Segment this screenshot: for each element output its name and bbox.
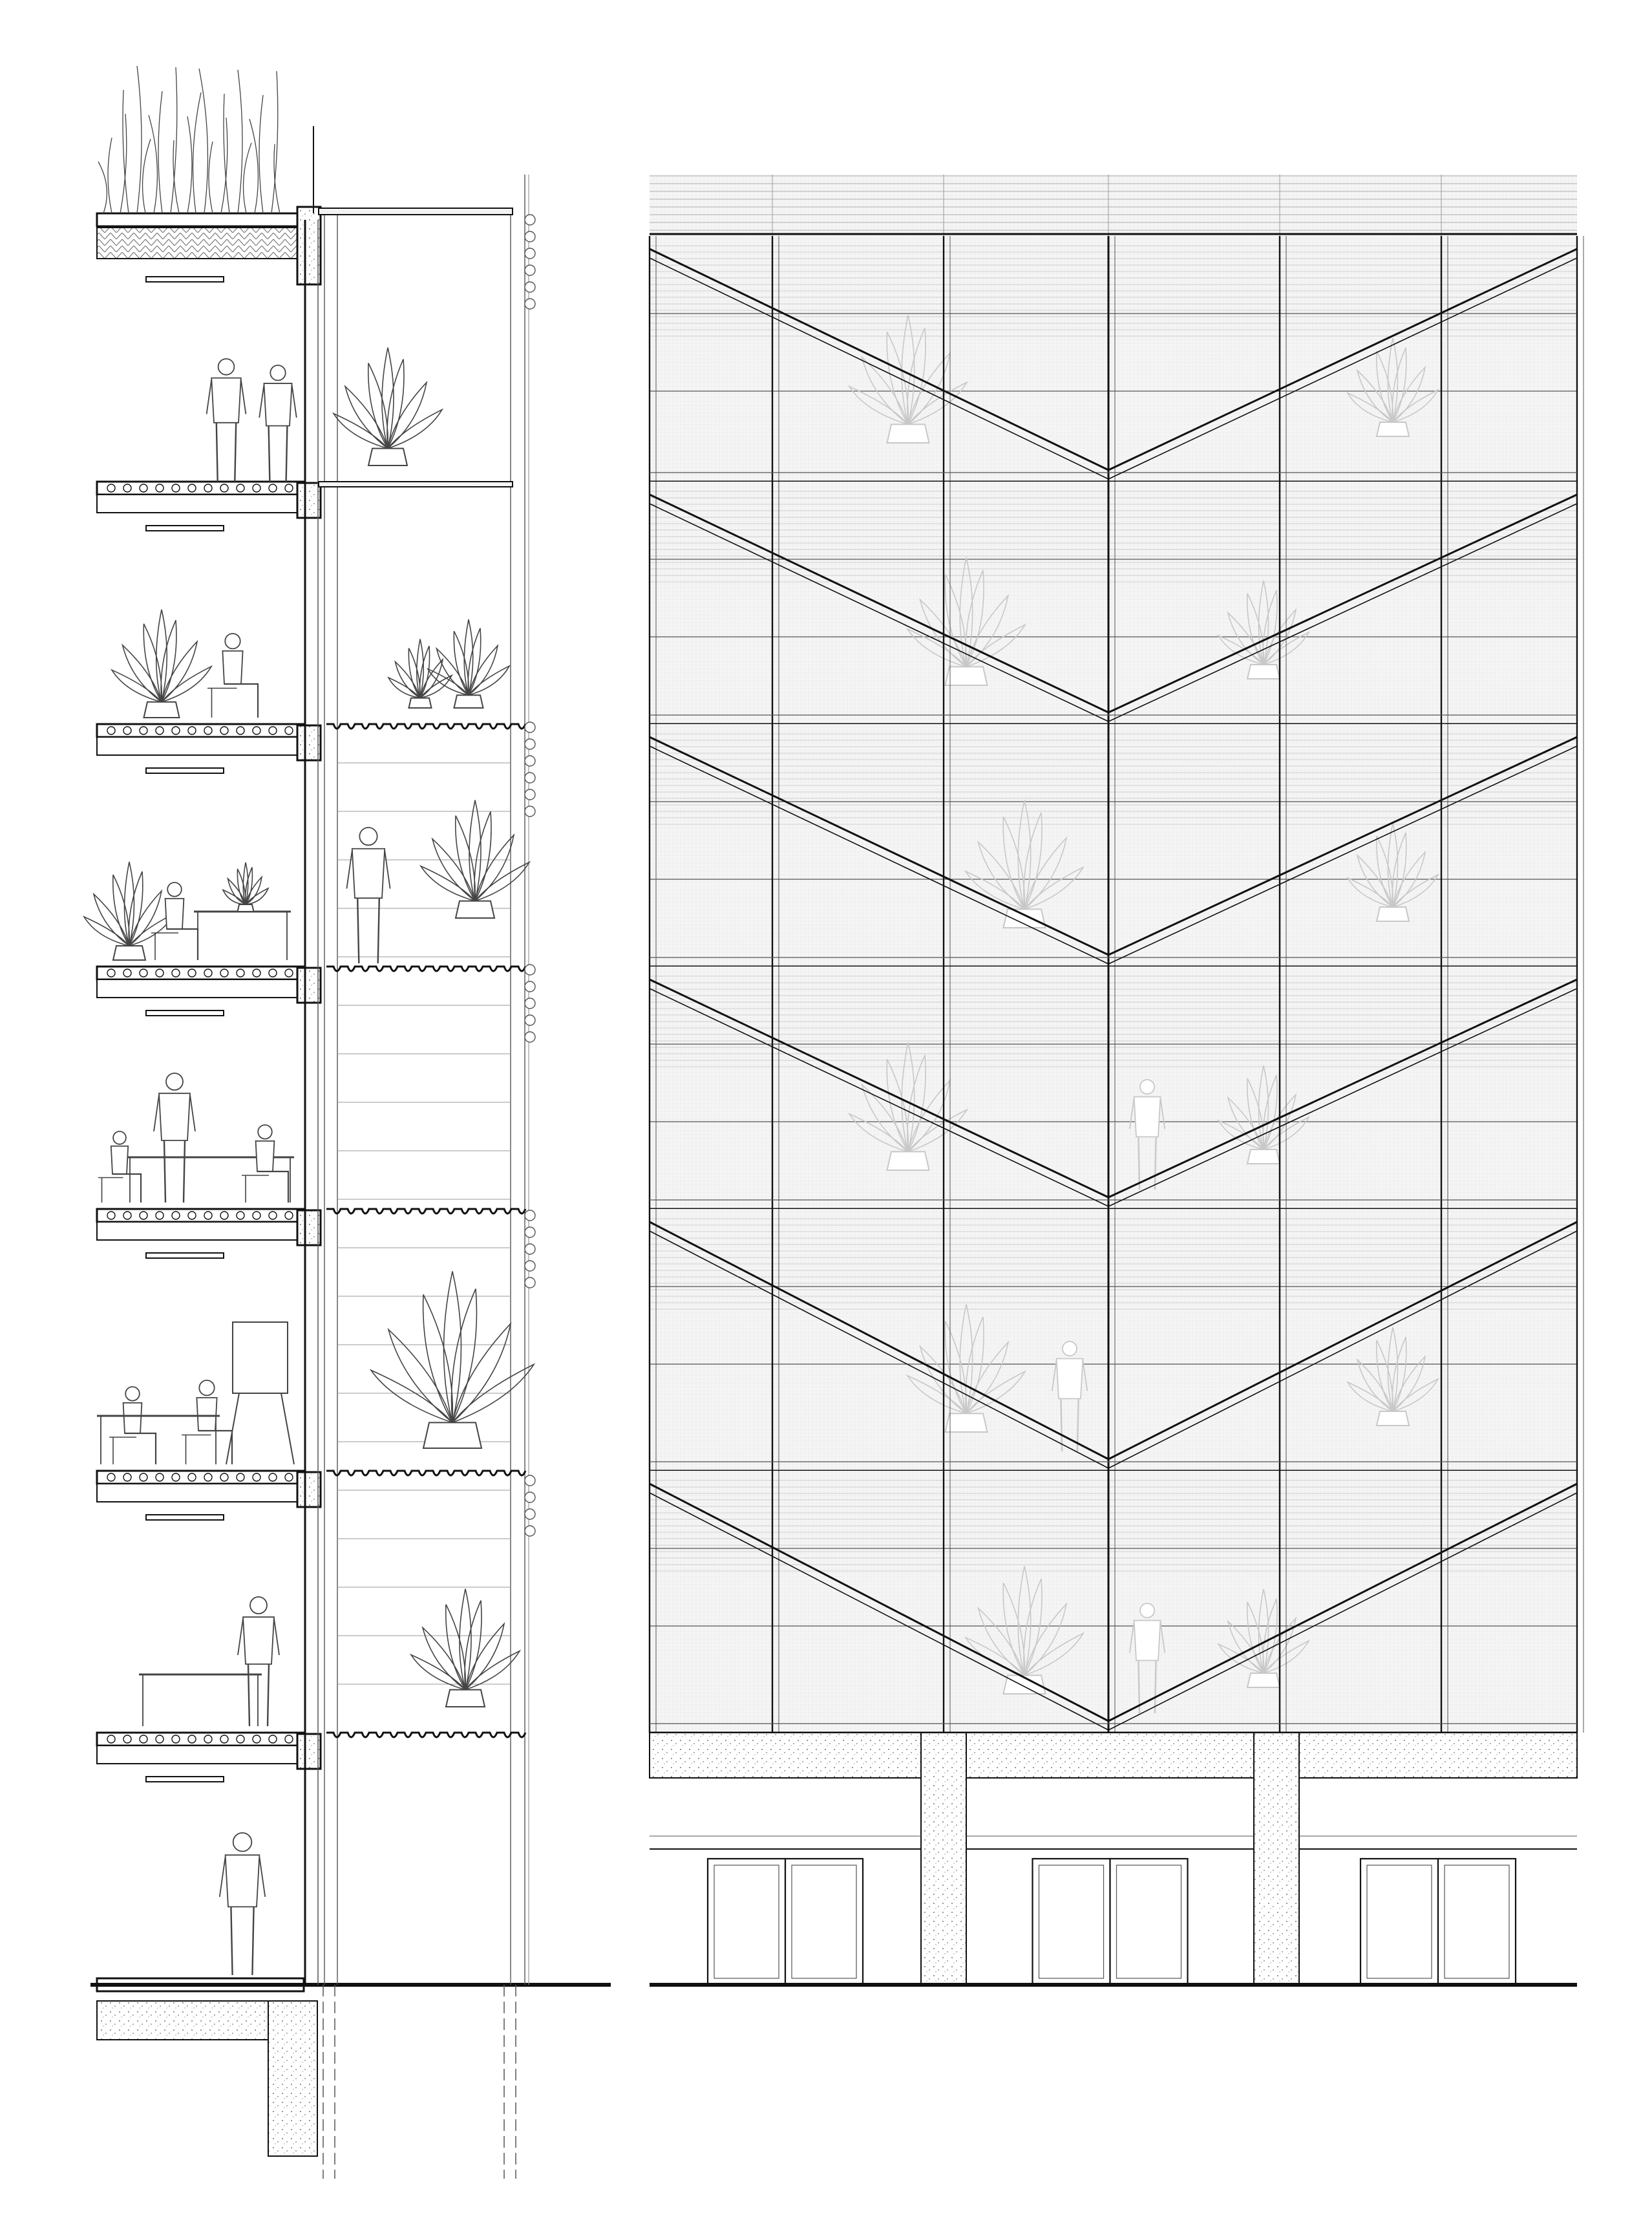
planter-pot <box>113 946 145 960</box>
roof-vegetation <box>238 70 242 213</box>
glazing-panel <box>650 1471 1577 1733</box>
slab-void <box>269 969 277 977</box>
ceiling-light <box>146 277 224 282</box>
glazing-panel <box>650 724 1577 967</box>
planter-pot <box>423 1422 482 1448</box>
slab-void <box>237 1473 244 1481</box>
planter-pot <box>1004 909 1046 928</box>
plant-icon <box>223 862 268 912</box>
person-head <box>218 359 235 375</box>
person-head <box>225 634 240 648</box>
door-leaf <box>1361 1859 1438 1985</box>
table <box>194 912 291 960</box>
transfer-beam <box>650 1733 1577 1778</box>
fixing-bracket <box>525 722 535 732</box>
roof-vegetation <box>249 119 258 213</box>
roof-vegetation <box>158 91 162 213</box>
slab-void <box>188 1473 196 1481</box>
slab-void <box>188 1212 196 1219</box>
slab-void <box>269 727 277 734</box>
person-legs <box>164 1140 185 1203</box>
cavity-cap <box>319 482 513 487</box>
slab-void <box>285 969 293 977</box>
person-legs <box>125 1433 156 1464</box>
slab-void <box>156 1212 164 1219</box>
slab-void <box>140 969 147 977</box>
planter-pot <box>1377 1411 1409 1426</box>
slab-void <box>123 727 131 734</box>
planter-pot <box>409 698 432 708</box>
person-icon <box>182 1380 232 1464</box>
slab-void <box>107 727 115 734</box>
ceiling-light <box>146 1515 224 1520</box>
planter-pot <box>368 449 407 465</box>
planter-pot <box>1247 1149 1280 1164</box>
slab-void <box>156 1473 164 1481</box>
slab-void <box>107 1473 115 1481</box>
roof-vegetation <box>187 116 192 213</box>
leaf <box>84 917 129 946</box>
edge-beam <box>297 968 321 1003</box>
slab-core <box>97 1484 304 1502</box>
person-icon <box>238 1597 279 1726</box>
fixing-bracket <box>525 998 535 1009</box>
plant-icon <box>428 619 509 708</box>
slab-void <box>107 484 115 492</box>
roof-vegetation <box>149 115 157 213</box>
planter-pot <box>238 904 254 912</box>
slab-void <box>123 484 131 492</box>
fixing-bracket <box>525 739 535 749</box>
slab-void <box>220 1212 228 1219</box>
person-torso <box>256 1141 275 1171</box>
person-icon <box>220 1833 265 1975</box>
elevation-floor <box>650 1209 1583 1471</box>
slab-void <box>220 727 228 734</box>
person-torso <box>226 1855 260 1907</box>
roof-vegetation <box>259 95 263 213</box>
ceiling-light <box>146 526 224 531</box>
person-torso <box>264 383 291 426</box>
slab-void <box>107 1735 115 1743</box>
ground-column <box>921 1733 966 1985</box>
roof-vegetation <box>98 162 107 213</box>
edge-beam <box>297 1734 321 1769</box>
cavity-walkway <box>326 1733 525 1737</box>
chair <box>151 933 178 960</box>
slab-void <box>220 969 228 977</box>
chair <box>242 1175 269 1203</box>
person-legs <box>357 898 379 963</box>
person-torso <box>243 1617 274 1664</box>
fixing-bracket <box>525 1509 535 1519</box>
slab-void <box>285 727 293 734</box>
person-head <box>1063 1342 1077 1356</box>
roof-vegetation <box>123 90 129 213</box>
parapet <box>297 207 321 284</box>
ceiling-light <box>146 1777 224 1782</box>
elevation-floor <box>650 236 1583 482</box>
person-icon <box>346 828 390 963</box>
person-head <box>270 365 285 380</box>
slab-void <box>156 484 164 492</box>
planter-pot <box>1377 422 1409 436</box>
slab-void <box>253 1473 260 1481</box>
person-head <box>1140 1080 1154 1094</box>
person-head <box>233 1833 252 1852</box>
slab-void <box>285 1735 293 1743</box>
roof-vegetation <box>209 142 213 213</box>
person-icon <box>109 1387 156 1464</box>
fixing-bracket <box>525 1475 535 1486</box>
fixing-bracket <box>525 248 535 259</box>
chair <box>182 1435 211 1465</box>
planter-pot <box>887 424 929 443</box>
person-icon <box>154 1073 195 1203</box>
chair <box>98 1178 123 1203</box>
slab-void <box>188 484 196 492</box>
person-legs <box>224 684 258 718</box>
slab-void <box>269 484 277 492</box>
fixing-bracket <box>525 789 535 800</box>
roof-vegetation <box>244 143 252 213</box>
slab-void <box>220 1473 228 1481</box>
slab-void <box>107 1212 115 1219</box>
ceiling-light <box>146 768 224 773</box>
person-head <box>167 882 182 897</box>
plant-icon <box>388 639 452 708</box>
person-icon <box>207 359 246 482</box>
fixing-bracket <box>525 282 535 292</box>
elevation-floor <box>650 1471 1583 1733</box>
person-head <box>113 1131 126 1144</box>
slab-void <box>204 1212 212 1219</box>
section-view <box>84 66 611 2179</box>
cavity-walkway <box>326 724 525 729</box>
grating <box>326 1733 525 1737</box>
planter-pot <box>946 1413 988 1432</box>
roof-vegetation <box>224 94 229 213</box>
person-torso <box>211 378 241 423</box>
plant-icon <box>411 1589 520 1707</box>
slab-void <box>253 484 260 492</box>
slab-void <box>123 969 131 977</box>
fixing-bracket <box>525 1278 535 1288</box>
slab-void <box>269 1473 277 1481</box>
door-leaf <box>1438 1859 1516 1985</box>
fixing-bracket <box>525 1261 535 1271</box>
slab-void <box>204 727 212 734</box>
slab-void <box>140 1212 147 1219</box>
roof-insulation <box>97 228 317 259</box>
plant-icon <box>371 1271 534 1448</box>
fixing-bracket <box>525 806 535 817</box>
slab-void <box>204 1735 212 1743</box>
slab-void <box>253 1735 260 1743</box>
fixing-bracket <box>525 1244 535 1254</box>
slab-core <box>97 1222 304 1240</box>
person-legs <box>231 1907 253 1975</box>
fixing-bracket <box>525 299 535 309</box>
person-torso <box>352 849 385 898</box>
slab-void <box>220 484 228 492</box>
edge-beam <box>297 1210 321 1245</box>
person-torso <box>111 1146 128 1174</box>
person-torso <box>196 1398 217 1431</box>
edge-beam <box>297 1472 321 1507</box>
slab-void <box>237 1735 244 1743</box>
roof-vegetation <box>108 138 112 213</box>
grating <box>326 724 525 729</box>
person-torso <box>1057 1359 1083 1399</box>
grating <box>326 967 525 971</box>
fixing-bracket <box>525 1210 535 1221</box>
slab-void <box>253 727 260 734</box>
person-head <box>1140 1603 1154 1618</box>
slab-void <box>140 484 147 492</box>
roof-vegetation <box>199 69 207 213</box>
person-torso <box>123 1403 142 1433</box>
elevation-floor <box>650 724 1583 967</box>
slab-void <box>237 727 244 734</box>
ground-column <box>1254 1733 1299 1985</box>
ceiling-light <box>146 1253 224 1258</box>
roof-vegetation <box>137 66 142 213</box>
slab-void <box>156 1735 164 1743</box>
cavity-walkway <box>326 967 525 971</box>
flipchart <box>233 1322 288 1393</box>
door-leaf <box>1033 1859 1110 1985</box>
roof-vegetation <box>143 139 151 213</box>
slab-void <box>285 1473 293 1481</box>
slab-void <box>204 1473 212 1481</box>
slab-void <box>237 1212 244 1219</box>
slab-void <box>172 1473 180 1481</box>
slab-void <box>107 969 115 977</box>
person-icon <box>259 365 297 482</box>
fixing-bracket <box>525 231 535 242</box>
plant-icon <box>334 348 442 465</box>
slab-void <box>204 969 212 977</box>
fixing-bracket <box>525 1492 535 1502</box>
planter-pot <box>454 695 483 708</box>
person-head <box>258 1125 272 1139</box>
roof-vegetation <box>271 71 278 213</box>
fixing-bracket <box>525 981 535 992</box>
planter-pot <box>144 702 180 718</box>
fixing-bracket <box>525 773 535 783</box>
roof-vegetation <box>193 92 202 213</box>
person-head <box>359 828 377 845</box>
planter-pot <box>446 1690 485 1707</box>
elevation-view <box>650 175 1583 1985</box>
planter-pot <box>946 667 988 685</box>
person-legs <box>257 1171 288 1203</box>
slab-void <box>253 1212 260 1219</box>
slab-core <box>97 737 304 755</box>
person-head <box>250 1597 267 1614</box>
slab-void <box>140 1735 147 1743</box>
person-legs <box>112 1174 141 1203</box>
slab-void <box>172 1735 180 1743</box>
glazing-panel <box>650 482 1577 724</box>
roof-vegetation <box>221 118 228 213</box>
planter-pot <box>1377 907 1409 921</box>
slab-void <box>237 969 244 977</box>
fixing-bracket <box>525 965 535 975</box>
slab-core <box>97 495 304 513</box>
roof-vegetation <box>120 114 127 213</box>
slab-void <box>172 484 180 492</box>
roof-slab-top <box>97 213 304 226</box>
fixing-bracket <box>525 265 535 275</box>
table <box>139 1674 262 1726</box>
plant-icon <box>84 862 175 960</box>
flipchart-leg <box>281 1393 294 1464</box>
person-torso <box>165 899 184 929</box>
slab-void <box>253 969 260 977</box>
person-head <box>199 1380 214 1395</box>
slab-void <box>188 727 196 734</box>
slab-void <box>123 1473 131 1481</box>
person-head <box>166 1073 183 1090</box>
cavity-walkway <box>326 1471 525 1475</box>
glazing-panel <box>650 967 1577 1209</box>
ground-bay <box>966 1836 1254 1985</box>
cavity-walkway <box>326 1209 525 1213</box>
person-torso <box>222 651 242 684</box>
elevation-floor <box>650 482 1583 724</box>
ceiling-light <box>146 1010 224 1016</box>
plant-icon <box>112 610 211 718</box>
slab-void <box>237 484 244 492</box>
slab-void <box>285 484 293 492</box>
person-legs <box>248 1664 269 1726</box>
chair <box>109 1437 136 1464</box>
fixing-bracket <box>525 1227 535 1237</box>
grating <box>326 1209 525 1213</box>
slab-void <box>220 1735 228 1743</box>
edge-beam <box>297 483 321 518</box>
slab-void <box>188 969 196 977</box>
slab-void <box>172 1212 180 1219</box>
slab-void <box>269 1735 277 1743</box>
ground-bay <box>650 1836 921 1985</box>
person-torso <box>1134 1621 1161 1661</box>
door-leaf <box>785 1859 863 1985</box>
door-leaf <box>1110 1859 1188 1985</box>
slab-void <box>172 969 180 977</box>
slab-void <box>204 484 212 492</box>
person-head <box>125 1387 140 1401</box>
person-icon <box>242 1125 288 1203</box>
person-icon <box>98 1131 141 1203</box>
slab-void <box>123 1212 131 1219</box>
slab-core <box>97 1746 304 1764</box>
slab-void <box>269 1212 277 1219</box>
fixing-bracket <box>525 1015 535 1025</box>
planter-pot <box>887 1151 929 1170</box>
slab-void <box>188 1735 196 1743</box>
grating <box>326 1471 525 1475</box>
slab-void <box>285 1212 293 1219</box>
planter-pot <box>1247 665 1280 679</box>
fixing-bracket <box>525 215 535 225</box>
fixing-bracket <box>525 756 535 766</box>
planter-pot <box>456 901 494 918</box>
slab-void <box>123 1735 131 1743</box>
slab-void <box>140 727 147 734</box>
glazing-panel <box>650 1209 1577 1471</box>
slab-void <box>156 727 164 734</box>
plant-icon <box>421 800 529 918</box>
slab-void <box>156 969 164 977</box>
elevation-floor <box>650 967 1583 1209</box>
door-leaf <box>708 1859 785 1985</box>
person-torso <box>159 1093 190 1140</box>
edge-beam <box>297 725 321 760</box>
fixing-bracket <box>525 1526 535 1536</box>
chair <box>207 689 237 718</box>
person-legs <box>167 929 198 960</box>
person-icon <box>207 634 258 718</box>
person-legs <box>217 423 236 482</box>
slab-void <box>140 1473 147 1481</box>
slab-core <box>97 979 304 998</box>
person-legs <box>269 426 288 482</box>
foundation-wall <box>268 2001 317 2156</box>
ground-bay <box>1299 1836 1577 1985</box>
person-torso <box>1134 1097 1161 1137</box>
glazing-panel <box>650 236 1577 482</box>
planter-pot <box>1247 1673 1280 1687</box>
cavity-cap <box>319 208 513 215</box>
fixing-bracket <box>525 1032 535 1042</box>
slab-void <box>172 727 180 734</box>
